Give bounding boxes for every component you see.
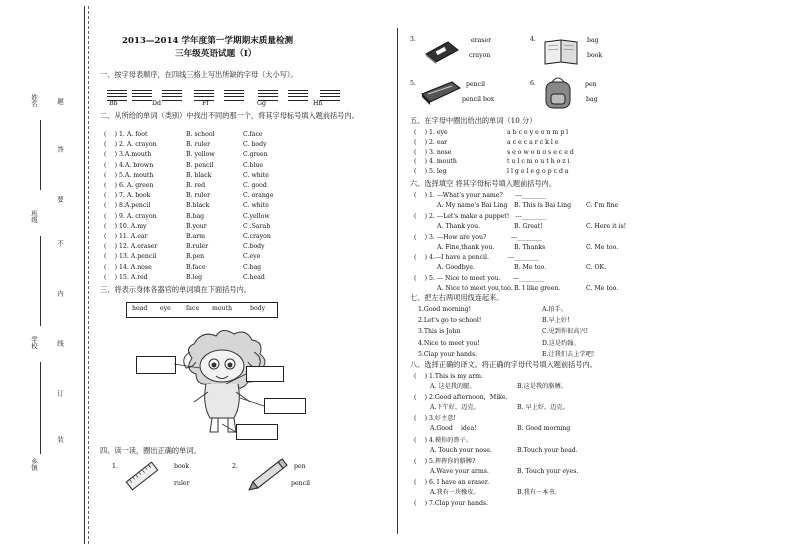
book-icon [543,36,581,66]
mc-option-a: A. Nice to meet you,too. [437,285,513,293]
match-left-item[interactable]: 1.Good morning! [418,306,472,313]
bag-icon [540,74,576,112]
translation-option-a: A.Good idea! [430,425,477,433]
margin-field-town: 乡镇 [30,458,38,471]
match-left-item[interactable]: 4.Nice to meet you! [418,339,480,347]
word-bank-word: body [250,305,266,312]
mc-option-c: C. Here it is! [586,222,627,230]
option-c: C. orange [243,192,274,200]
item-number: 5. [410,80,416,87]
option-c: C.bag [243,263,262,271]
translation-option-b: B.这是我的胳膊。 [517,383,567,390]
choice-word[interactable]: pen [585,81,597,88]
choice-word[interactable]: pencil box [462,96,495,103]
question-row-stem[interactable]: ( ) 10. A.my [104,222,147,230]
word-search-question[interactable]: ( ) 1. eye [414,129,448,136]
option-c: C.blue [243,161,264,169]
choice-word[interactable]: bag [586,96,598,103]
translation-question[interactable]: ( ) 2.Good afternoon，Mike. [414,394,508,402]
option-b: B.face [186,263,206,271]
match-left-item[interactable]: 3.This is John [418,328,461,336]
mc-option-a: A. Fine,thank you. [437,243,495,251]
translation-option-a: A.Wave your arms. [430,467,489,475]
margin-label-ti: 题 [56,98,64,105]
mc-option-c: C. OK. [586,264,607,272]
pencil-box-icon [420,78,462,108]
choice-word[interactable]: book [174,463,190,470]
choice-word[interactable]: eraser [471,37,492,44]
translation-option-b: B.Touch your head. [517,446,578,454]
letter-given: Ff [202,100,209,107]
option-b: B.leg [186,273,203,281]
choice-word[interactable]: pencil [466,81,486,88]
option-c: C. white [243,202,269,210]
margin-label-zhuang: 装 [56,436,64,443]
letter-writing-lines [224,90,244,101]
mc-question[interactable]: ( ) 3. ---How are you? ---________ [414,233,543,241]
word-search-question[interactable]: ( ) 5. leg [414,168,447,176]
section2-heading: 二、从所给的单词（类别）中找出不同的那一个，将其字母标号填入题前括号内。 [100,111,359,120]
option-b: B. pencil [186,161,214,169]
letter-given: Gg [257,100,266,107]
letter-sequence: t u l c m o u t h o z i [507,158,570,166]
word-bank-word: mouth [212,305,233,312]
item-number: 1. [112,463,118,470]
letter-writing-lines [288,90,308,101]
option-c: C. good [243,182,267,189]
option-c: C.green [243,151,268,159]
mc-option-a: A. My name's Bai Ling [437,202,508,209]
option-b: B.arm [186,233,206,240]
margin-label-name: 姓名 [30,94,38,107]
section1-heading: 一、按字母表顺序，在四线三格上写出所缺的字母（大小写）。 [100,70,298,79]
letter-writing-lines [320,90,340,101]
item-number: 2. [232,463,238,470]
margin-label-ding: 订 [56,390,64,397]
option-b: B.black [186,202,210,210]
word-search-question[interactable]: ( ) 3. nose [414,148,452,156]
margin-label-xian: 线 [56,340,64,347]
item-number: 6. [530,80,536,87]
option-b: B. red [186,182,206,189]
word-search-question[interactable]: ( ) 4. mouth [414,158,457,166]
letter-writing-lines [132,90,152,101]
letter-given: Bb [109,100,118,107]
section6-heading: 六、选择填空 将其字母标号填入题前括号内。 [410,179,557,188]
letter-sequence: s e o w o n o s e c e d [507,148,574,156]
question-row-stem[interactable]: ( ) 8.A.pencil [104,202,151,210]
match-right-item[interactable]: D.这是约翰。 [542,339,580,347]
margin-blank-line [40,120,41,190]
option-c: C.body [243,243,265,251]
word-bank-word: face [186,305,200,312]
translation-question[interactable]: ( ) 4.摸你的鼻子。 [414,436,472,444]
mc-question[interactable]: ( ) 2. ---Let's make a puppet! ---________ [414,212,547,220]
translation-option-a: A. 这是我的腿。 [430,383,476,390]
option-c: C.eye [243,253,261,261]
item-number: 3. [410,36,416,43]
mc-option-b: B. Me too. [514,264,547,272]
margin-blank-line [40,362,41,454]
eraser-icon [422,36,462,66]
mc-option-c: C. Me too. [586,243,619,251]
section5-heading: 五、在字母中圈出给出的单词（10 分） [410,116,537,125]
letter-sequence: a b c e y e o n m p l [507,129,569,136]
translation-question[interactable]: ( ) 5.挥挥你的胳膊? [414,457,476,465]
letter-sequence: l l g e l e g o p c d a [507,168,569,176]
question-row-stem[interactable]: ( ) 15. A.red [104,273,148,281]
question-row-stem[interactable]: ( ) 6. A. green [104,182,154,189]
translation-question[interactable]: ( ) 1.This is my arm. [414,373,484,380]
section3-heading: 三、将表示身体各器官的单词填在下面括号内。 [100,285,251,294]
margin-label-yao: 要 [56,196,64,203]
question-row-stem[interactable]: ( ) 9. A. crayon [104,212,157,220]
mc-option-b: B. Great! [514,222,543,230]
option-b: B.ruler [186,243,209,251]
question-row-stem[interactable]: ( ) 13. A.pencil [104,253,157,261]
choice-word[interactable]: bag [587,37,599,44]
translation-option-b: B.我有一本书。 [517,489,561,496]
option-c: C. white [243,171,269,179]
word-bank-word: head [132,305,148,312]
choice-word[interactable]: ruler [174,480,190,487]
word-bank-word: eye [160,305,171,312]
mc-option-c: C. Me too. [586,285,619,293]
margin-label-nei: 内 [56,290,64,297]
letter-given: Hh [313,100,323,107]
section4-heading: 四、读一读，圈出正确的单词。 [100,446,201,455]
pointer-lines [130,340,310,450]
option-c: C.head [243,273,265,281]
choice-word[interactable]: pen [294,463,306,470]
match-right-item[interactable]: B.早上好! [542,317,570,325]
section7-heading: 七、把左右两项用线连起来。 [410,293,504,302]
mc-option-b: B. Thanks [514,243,546,251]
margin-border-line [84,6,85,544]
translation-option-b: B. Touch your eyes. [517,467,579,475]
question-row-stem[interactable]: ( ) 2. A. crayon [104,141,157,149]
question-row-stem[interactable]: ( ) 14. A.nose [104,263,152,271]
item-number: 4. [530,36,536,43]
choice-word[interactable]: book [587,52,603,59]
option-c: C.face [243,131,263,138]
option-b: B. black [186,171,212,179]
margin-field-school: 学校 [30,336,38,349]
letter-given: Dd [152,100,161,107]
page-title: 2013—2014 学年度第一学期期末质量检测 [122,36,294,46]
margin-field-class: 班级 [30,210,38,223]
translation-option-b: B. Good morning [517,425,571,433]
question-row-stem[interactable]: ( ) 5.A. mouth [104,171,154,179]
mc-question[interactable]: ( ) 4.---I have a pencil. ---________ [414,254,539,262]
mc-question[interactable]: ( ) 5. --- Nice to meet you. ---________ [414,275,544,283]
pencil-icon [244,458,292,492]
translation-question[interactable]: ( ) 3.好主意! [414,415,456,423]
mc-option-b: B. I like green. [514,285,561,293]
mc-option-a: A. Goodbye. [437,264,475,272]
match-left-item[interactable]: 2.Let's go to school! [418,317,482,325]
question-row-stem[interactable]: ( ) 7. A. book [104,192,151,200]
option-b: B.your [186,222,207,230]
option-b: B. ruler [186,141,211,149]
option-b: B. yellow [186,151,215,159]
section8-heading: 八、选择正确的译文。将正确的字母代号填入题前括号内。 [410,360,597,369]
margin-label-da: 答 [56,146,64,153]
translation-question[interactable]: ( ) 6. I have an eraser. [414,479,490,486]
binding-dash-line [88,6,89,544]
mc-option-b: B. This is Bai Ling [514,202,572,209]
question-row-stem[interactable]: ( ) 12. A.eraser [104,243,158,251]
mc-option-c: C. I'm fine [586,202,619,209]
match-left-item[interactable]: 5.Clap your hands. [418,350,478,358]
option-c: C .Sarah [243,222,271,230]
question-row-stem[interactable]: ( ) 3.A.mouth [104,151,152,159]
mc-option-a: A. Thank you. [437,222,481,230]
option-c: C. body [243,141,267,149]
translation-option-a: A.我有一块橡皮。 [430,489,480,496]
question-row-stem[interactable]: ( ) 1. A. foot [104,131,148,138]
option-c: C.crayon [243,233,271,240]
choice-word[interactable]: crayon [469,52,491,59]
question-row-stem[interactable]: ( ) 4.A. brown [104,161,154,169]
choice-word[interactable]: pencil [291,480,311,487]
margin-label-bu: 不 [56,240,64,247]
match-right-item[interactable]: C.见到你很高兴! [542,328,589,336]
match-right-item[interactable]: E.让我们去上学吧! [542,350,595,358]
letter-sequence: a c e c a r c k l e [507,138,559,146]
option-b: B. school [186,131,215,138]
letter-writing-lines [162,90,182,101]
mc-question[interactable]: ( ) 1. ---What's your name? ---________ [414,192,547,199]
question-row-stem[interactable]: ( ) 11. A.ear [104,233,148,240]
translation-option-a: A. Touch your nose. [430,446,492,454]
margin-blank-line [40,236,41,326]
match-right-item[interactable]: A.拍手。 [542,306,567,313]
option-c: C.yellow [243,212,270,220]
ruler-icon [124,460,160,492]
option-b: B. ruler [186,192,211,200]
option-b: B.bag [186,212,205,220]
word-search-question[interactable]: ( ) 2. ear [414,138,448,146]
column-divider [397,28,398,534]
option-b: B.pen [186,253,205,261]
page-subtitle: 三年级英语试题（Ⅰ） [175,49,257,59]
translation-question[interactable]: ( ) 7.Clap your hands. [414,500,489,508]
translation-option-b: B. 早上好，迈克。 [517,404,569,412]
translation-option-a: A.下午好，迈克。 [430,404,480,412]
